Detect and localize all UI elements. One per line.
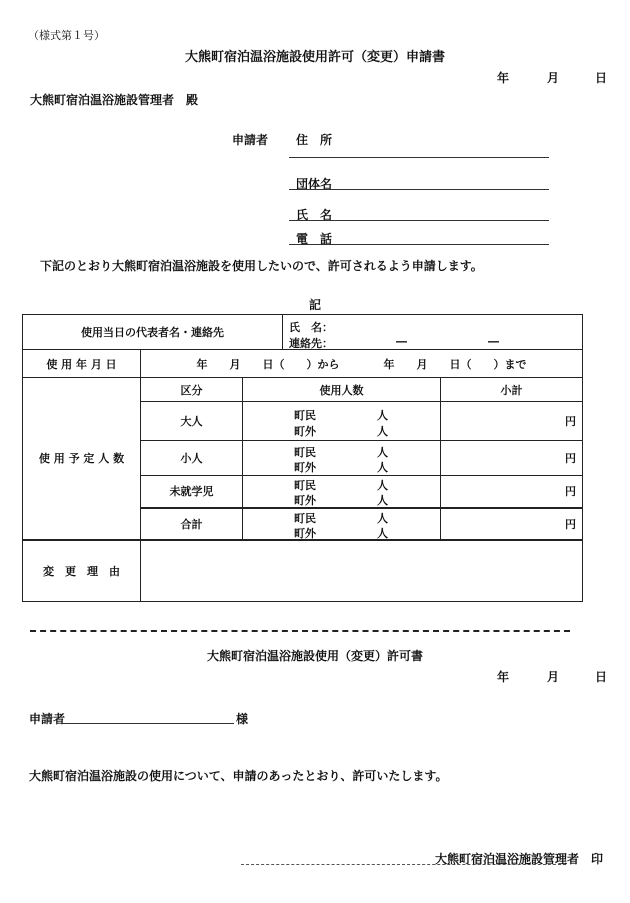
permit-title: 大熊町宿泊温浴施設使用（変更）許可書 (206, 649, 423, 663)
rep-name-label: 氏 名： (289, 320, 333, 334)
addressee: 大熊町宿泊温浴施設管理者 殿 (30, 93, 199, 107)
name-field[interactable] (289, 220, 549, 221)
permit-date-day: 日 (595, 670, 608, 684)
name-label: 氏 名 (296, 208, 333, 222)
ki-label: 記 (309, 298, 322, 312)
header-count: 使用人数 (243, 378, 441, 402)
person-unit: 人 (377, 424, 388, 438)
people-header-row (23, 378, 583, 402)
permit-applicant-field[interactable] (62, 723, 234, 724)
issuer: 大熊町宿泊温浴施設管理者 印 (435, 852, 604, 866)
representative-row (23, 315, 583, 350)
permit-body: 大熊町宿泊温浴施設の使用について、申請のあったとおり、許可いたします。 (29, 769, 448, 783)
permit-date-year: 年 (497, 670, 510, 684)
intro-text: 下記のとおり大熊町宿泊温浴施設を使用したいので、許可されるよう申請します。 (40, 259, 483, 273)
count-child[interactable] (243, 441, 441, 476)
rep-info-cell[interactable] (283, 315, 583, 350)
count-adult[interactable] (243, 402, 441, 441)
subtotal-adult[interactable]: 円 (441, 402, 583, 441)
category-total: 合計 (141, 508, 243, 540)
phone-field[interactable] (289, 244, 549, 245)
use-date-label: 使 用 年 月 日 (23, 350, 141, 378)
subtotal-total[interactable]: 円 (441, 508, 583, 540)
person-unit: 人 (377, 479, 388, 493)
application-table (22, 314, 583, 602)
use-date-value[interactable]: 年 月 日（ ）から 年 月 日（ ）まで (141, 350, 583, 378)
subtotal-preschool[interactable]: 円 (441, 476, 583, 508)
header-subtotal: 小計 (441, 378, 583, 402)
form-title: 大熊町宿泊温浴施設使用許可（変更）申請書 (184, 50, 445, 65)
address-field[interactable] (289, 157, 549, 158)
town-in-label: 町民 (294, 479, 316, 493)
category-preschool: 未就学児 (141, 476, 243, 508)
town-in-label: 町民 (294, 408, 316, 422)
cut-line (30, 630, 570, 632)
town-out-label: 町外 (294, 526, 316, 540)
permit-applicant-label: 申請者 (29, 712, 66, 726)
town-in-label: 町民 (294, 445, 316, 459)
category-child: 小人 (141, 441, 243, 476)
person-unit: 人 (377, 526, 388, 540)
town-out-label: 町外 (294, 494, 316, 508)
date-day: 日 (595, 71, 608, 85)
use-date-row (23, 350, 583, 378)
date-month: 月 (547, 71, 560, 85)
town-out-label: 町外 (294, 460, 316, 474)
address-label: 住 所 (296, 133, 333, 147)
rep-contact-label: 連絡先： (289, 336, 333, 350)
change-reason-label: 変 更 理 由 (23, 540, 141, 602)
change-reason-field[interactable] (141, 540, 583, 602)
header-category: 区分 (141, 378, 243, 402)
town-in-label: 町民 (294, 511, 316, 525)
person-unit: 人 (377, 460, 388, 474)
category-adult: 大人 (141, 402, 243, 441)
date-year: 年 (497, 71, 510, 85)
rep-dash-2: ― (488, 334, 499, 348)
applicant-label: 申請者 (232, 133, 269, 147)
change-reason-row (23, 540, 583, 602)
group-field[interactable] (289, 189, 549, 190)
honorific: 様 (236, 712, 249, 726)
rep-label: 使用当日の代表者名・連絡先 (23, 315, 283, 350)
people-label: 使 用 予 定 人 数 (23, 378, 141, 540)
person-unit: 人 (377, 445, 388, 459)
phone-label: 電 話 (296, 232, 333, 246)
rep-dash-1: ― (396, 334, 407, 348)
permit-date-month: 月 (547, 670, 560, 684)
subtotal-child[interactable]: 円 (441, 441, 583, 476)
group-label: 団体名 (296, 177, 333, 191)
count-total[interactable] (243, 508, 441, 540)
person-unit: 人 (377, 494, 388, 508)
person-unit: 人 (377, 511, 388, 525)
person-unit: 人 (377, 408, 388, 422)
form-number: （様式第１号） (28, 29, 105, 42)
count-preschool[interactable] (243, 476, 441, 508)
town-out-label: 町外 (294, 424, 316, 438)
